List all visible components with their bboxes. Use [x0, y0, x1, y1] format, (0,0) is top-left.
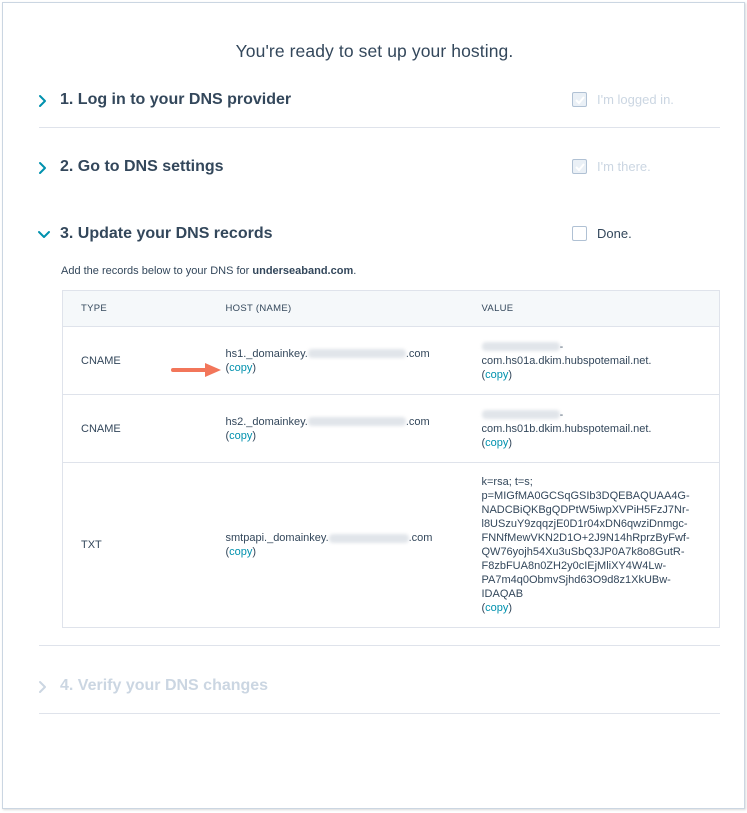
- checkbox-label: I'm there.: [597, 159, 651, 174]
- table-row: [63, 327, 720, 395]
- value-line: p=MIGfMA0GCSqGSIb3DQEBAQUAA4G-: [481, 490, 690, 502]
- logged-in-checkbox[interactable]: [572, 92, 674, 107]
- chevron-right-icon[interactable]: [37, 158, 51, 178]
- record-value-cell: - com.hs01a.dkim.hubspotemail.net. (copy): [464, 327, 720, 395]
- record-type: CNAME: [63, 327, 208, 395]
- table-row: [63, 463, 720, 628]
- setup-panel: [2, 2, 745, 809]
- copy-value-link[interactable]: copy: [485, 602, 509, 614]
- host-suffix: .com: [408, 532, 433, 544]
- step-title: 4. Verify your DNS changes: [60, 677, 269, 694]
- value-line: F8zbFUA8n0ZH2y0cIEjMliXY4W4Lw-: [481, 560, 667, 572]
- chevron-right-icon: [37, 677, 51, 697]
- host-suffix: .com: [405, 347, 430, 360]
- value-line: QW76yojh54Xu3uSbQ3JP0A7k8o8GutR-: [481, 546, 685, 558]
- instructions-suffix: .: [353, 265, 357, 277]
- pointer-arrow-icon: [171, 362, 223, 378]
- column-header-value: VALUE: [464, 291, 720, 327]
- value-line: IDAQAB: [481, 588, 524, 600]
- redacted-domain: [308, 417, 406, 426]
- copy-host-link[interactable]: copy: [229, 429, 253, 442]
- host-suffix: .com: [405, 415, 430, 428]
- checkbox-label: Done.: [597, 226, 632, 241]
- page-heading: You're ready to set up your hosting.: [235, 41, 514, 61]
- domain-name: underseaband.com: [252, 265, 354, 277]
- value-line: k=rsa; t=s;: [481, 476, 533, 488]
- value-line: FNNfMewVKN2D1O+2J9N14hRprzByFwf-: [481, 532, 690, 544]
- record-value-cell: k=rsa; t=s; p=MIGfMA0GCSqGSIb3DQEBAQUAA4G- NADCBiQKBgQDPtW5iwpXVPiH5FzJ7Nr- l8USzuY9zqqzjE0D1r04xDN6qwziDnmgc- FNNfMewVKN2D1O+2J9N14hRprzByFwf- QW76yojh54Xu3uSbQ3JP0A7k8o8GutR- F8zbFUA8n0ZH2y0cIEjMliXY4W4Lw- PA7m4q0ObmvSjhd63O9d8z1XkUBw- IDAQAB (copy): [464, 463, 720, 628]
- value-line: com.hs01a.dkim.hubspotemail.net.: [481, 354, 652, 367]
- value-line: -: [559, 408, 564, 421]
- im-there-checkbox[interactable]: [572, 159, 651, 174]
- redacted-value: [482, 410, 560, 419]
- divider: [39, 127, 720, 128]
- column-header-host: HOST (NAME): [208, 291, 464, 327]
- host-prefix: smtpapi._domainkey.: [225, 532, 329, 544]
- redacted-value: [482, 342, 560, 351]
- copy-value-link[interactable]: copy: [485, 436, 509, 449]
- checkbox-label: I'm logged in.: [597, 92, 674, 107]
- checkbox-unchecked-icon[interactable]: [572, 226, 587, 241]
- value-line: l8USzuY9zqqzjE0D1r04xDN6qwziDnmgc-: [481, 518, 688, 530]
- step-title[interactable]: 1. Log in to your DNS provider: [60, 91, 292, 108]
- record-type: TXT: [63, 463, 208, 628]
- record-host-cell: hs2._domainkey. .com (copy): [208, 395, 464, 463]
- chevron-right-icon[interactable]: [37, 91, 51, 111]
- column-header-type: TYPE: [63, 291, 208, 327]
- checkbox-checked-icon[interactable]: [572, 159, 587, 174]
- value-line: com.hs01b.dkim.hubspotemail.net.: [481, 422, 652, 435]
- record-host-cell: hs1._domainkey. .com (copy): [208, 327, 464, 395]
- copy-host-link[interactable]: copy: [229, 546, 253, 558]
- instructions-text: [61, 265, 356, 277]
- divider: [39, 713, 720, 714]
- copy-value-link[interactable]: copy: [485, 368, 509, 381]
- table-header-row: [63, 291, 720, 327]
- redacted-domain: [329, 534, 409, 543]
- value-line: -: [559, 340, 564, 353]
- host-prefix: hs1._domainkey.: [225, 347, 308, 360]
- chevron-down-icon[interactable]: [37, 225, 51, 245]
- copy-host-link[interactable]: copy: [229, 361, 253, 374]
- done-checkbox[interactable]: [572, 226, 632, 241]
- checkbox-checked-icon[interactable]: [572, 92, 587, 107]
- record-value-cell: - com.hs01b.dkim.hubspotemail.net. (copy): [464, 395, 720, 463]
- dns-records-table: [62, 290, 720, 628]
- value-line: PA7m4q0ObmvSjhd63O9d8z1XkUBw-: [481, 574, 671, 586]
- host-prefix: hs2._domainkey.: [225, 415, 308, 428]
- table-row: [63, 395, 720, 463]
- record-type: CNAME: [63, 395, 208, 463]
- step-title[interactable]: 3. Update your DNS records: [60, 225, 273, 242]
- redacted-domain: [308, 349, 406, 358]
- instructions-prefix: Add the records below to your DNS for: [61, 265, 253, 277]
- record-host-cell: smtpapi._domainkey. .com (copy): [208, 463, 464, 628]
- divider: [39, 645, 720, 646]
- step-title[interactable]: 2. Go to DNS settings: [60, 158, 224, 175]
- value-line: NADCBiQKBgQDPtW5iwpXVPiH5FzJ7Nr-: [481, 504, 690, 516]
